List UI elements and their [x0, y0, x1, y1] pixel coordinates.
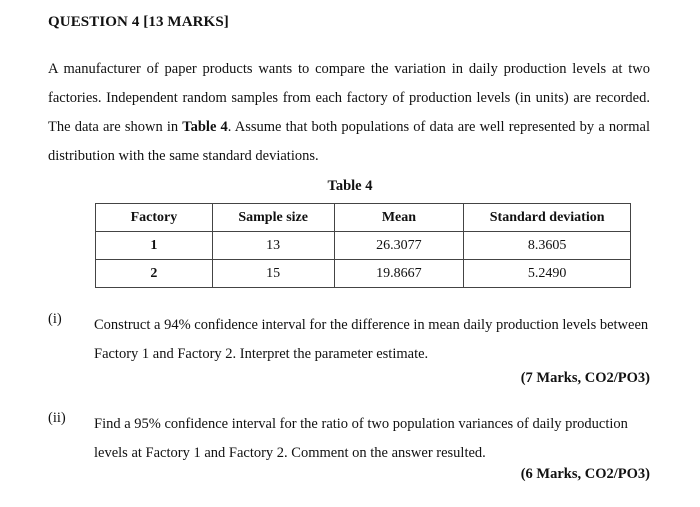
question-marks: (6 Marks, CO2/PO3): [520, 466, 650, 482]
table-row: [96, 232, 631, 260]
table-row: [96, 260, 631, 288]
cell-factory: 1: [96, 232, 213, 260]
cell-factory: 2: [96, 260, 213, 288]
cell-mean: 26.3077: [334, 232, 464, 260]
cell-sample-size: 13: [212, 232, 334, 260]
question-number: (ii): [48, 410, 66, 426]
header-standard-deviation: Standard deviation: [464, 204, 631, 232]
header-sample-size: Sample size: [212, 204, 334, 232]
cell-standard-deviation: 5.2490: [464, 260, 631, 288]
question-heading: QUESTION 4 [13 MARKS]: [48, 14, 229, 30]
question-text: Find a 95% confidence interval for the ratio of two population variances of daily production levels at Factory 1 and Factory 2. Comment on the answer resulted.: [94, 416, 628, 461]
cell-standard-deviation: 8.3605: [464, 232, 631, 260]
intro-text-start: A manufacturer of paper products wants to compare the variation in daily production levels at two factories. Independent random samples from each factory of production levels (in units) are recorded. The data are shown in: [48, 61, 650, 135]
question-intro: [48, 55, 650, 171]
question-marks: (7 Marks, CO2/PO3): [520, 370, 650, 386]
header-factory: Factory: [96, 204, 213, 232]
header-mean: Mean: [334, 204, 464, 232]
table-header-row: [96, 204, 631, 232]
data-table: [95, 203, 631, 288]
table-caption: Table 4: [327, 178, 373, 194]
cell-sample-size: 15: [212, 260, 334, 288]
cell-mean: 19.8667: [334, 260, 464, 288]
question-number: (i): [48, 311, 62, 327]
intro-text-end: . Assume that both populations of data are well represented by a normal distribution with the same standard deviations.: [48, 119, 650, 164]
table-reference: Table 4: [182, 119, 228, 135]
question-text: Construct a 94% confidence interval for the difference in mean daily production levels between Factory 1 and Factory 2. Interpret the parameter estimate.: [94, 317, 649, 362]
